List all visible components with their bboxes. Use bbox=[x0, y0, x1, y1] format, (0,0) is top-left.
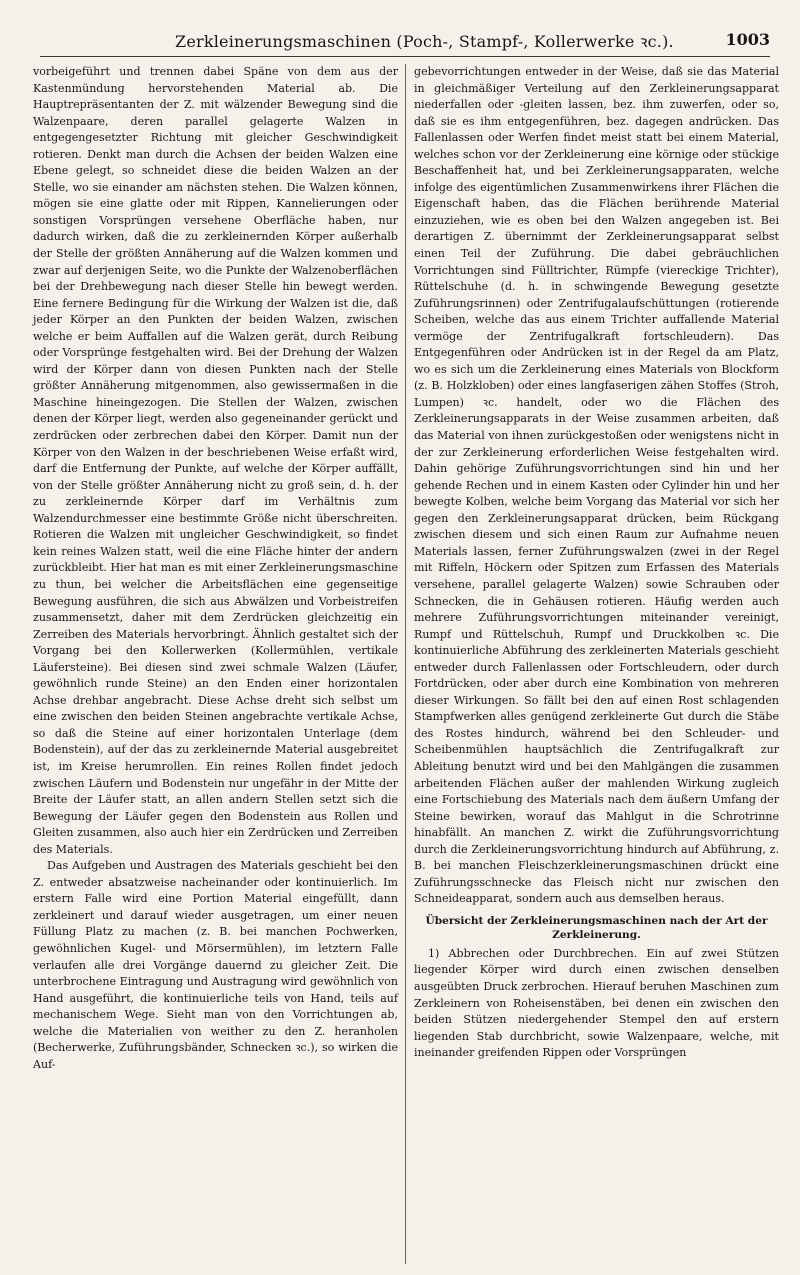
column-divider bbox=[405, 64, 406, 1264]
right-column bbox=[414, 64, 779, 1062]
page-number: 1003 bbox=[725, 30, 770, 49]
paragraph: 1) Abbrechen oder Durchbrechen. Ein auf zwei Stützen liegender Körper wird durch einen zwischen denselben ausgeübten Druck zerbrochen. Hierauf beruhen Maschinen zum Zerkleinern von Roheisenstäben, bei denen ein zwischen den beiden Stützen niedergehender Stempel den auf erstern liegenden Stab durchbricht, sowie Walzenpaare, welche, mit ineinander greifenden Rippen oder Vorsprüngen bbox=[414, 946, 779, 1060]
paragraph: vorbeigeführt und trennen dabei Späne von dem aus der Kastenmündung hervorstehenden Material ab. Die Hauptrepräsentanten der Z. mit wälzender Bewegung sind die Walzenpaare, deren parallel gelagerte Walzen in entgegengesetzter Richtung mit gleicher Geschwindigkeit rotieren. Denkt man durch die Achsen der beiden Walzen eine Ebene gelegt, so schneidet diese die beiden Walzen an der Stelle, wo sie einander am nächsten stehen. Die Walzen können, mögen sie eine glatte oder mit Rippen, Kannelierungen oder sonstigen Vorsprüngen versehene Oberfläche haben, nur dadurch wirken, daß die zu zerkleinernden Körper außerhalb der Stelle der größten Annäherung auf die Walzen kommen und zwar auf derjenigen Seite, wo die Punkte der Walzenoberflächen bei der Drehbewegung nach dieser Stelle hin bewegt werden. Eine fernere Bedingung für die Wirkung der Walzen ist die, daß jeder Körper an den Punkten der beiden Walzen, zwischen welche er beim Auffallen auf die Walzen gerät, durch Reibung oder Vorsprünge festgehalten wird. Bei der Drehung der Walzen wird der Körper dann von diesen Punkten nach der Stelle größter Annäherung mitgenommen, also gewissermaßen in die Maschine hineingezogen. Die Stellen der Walzen, zwischen denen der Körper liegt, werden also gegeneinander gerückt und zerdrücken oder zerbrechen dabei den Körper. Damit nun der Körper von den Walzen in der beschriebenen Weise erfaßt wird, darf die Entfernung der Punkte, auf welche der Körper auffällt, von der Stelle größter Annäherung nicht zu groß sein, d. h. der zu zerkleinernde Körper darf im Verhältnis zum Walzendurchmesser eine bestimmte Größe nicht überschreiten. Rotieren die Walzen mit ungleicher Geschwindigkeit, so findet kein reines Walzen statt, weil die eine Fläche hinter der andern zurückbleibt. Hier hat man es mit einer Zerkleinerungsmaschine zu thun, bei welcher die Arbeitsflächen eine gegenseitige Bewegung ausführen, die sich aus Abwälzen und Vorbeistreifen zusammensetzt, daher mit dem Zerdrücken gleichzeitig ein Zerreiben des Materials hervorbringt. Ähnlich gestaltet sich der Vorgang bei den Kollerwerken (Kollermühlen, vertikale Läufersteine). Bei diesen sind zwei schmale Walzen (Läufer, gewöhnlich runde Steine) an den Enden einer horizontalen Achse drehbar angebracht. Diese Achse dreht sich selbst um eine zwischen den beiden Steinen angebrachte vertikale Achse, so daß die Steine auf einer horizontalen Unterlage (dem Bodenstein), auf der das zu zerkleinernde Material ausgebreitet ist, im Kreise herumrollen. Ein reines Rollen findet jedoch zwischen Läufern und Bodenstein nur ungefähr in der Mitte der Breite der Läufer statt, an allen andern Stellen setzt sich die Bewegung der Läufer gegen den Bodenstein aus Rollen und Gleiten zusammen, also auch hier ein Zerdrücken und Zerreiben des Materials. bbox=[33, 65, 398, 856]
paragraph: gebevorrichtungen entweder in der Weise, daß sie das Material in gleichmäßiger Verteilung auf den Zerkleinerungsapparat niederfallen oder -gleiten lassen, bez. ihm zuwerfen, oder so, daß sie es ihm entgegenführen, bez. dagegen andrücken. Das Fallenlassen oder Werfen findet meist statt bei einem Material, welches schon vor der Zerkleinerung eine körnige oder stückige Beschaffenheit hat, und bei Zerkleinerungsapparaten, welche infolge des eigentümlichen Zusammenwirkens ihrer Flächen die Eigenschaft haben, das die Flächen berührende Material einzuziehen, wie es oben bei den Walzen angegeben ist. Bei derartigen Z. übernimmt der Zerkleinerungsapparat selbst einen Teil der Zuführung. Die dabei gebräuchlichen Vorrichtungen sind Fülltrichter, Rümpfe (viereckige Trichter), Rüttelschuhe (d. h. in schwingende Bewegung gesetzte Zuführungsrinnen) oder Zentrifugalaufschüttungen (rotierende Scheiben, welche das aus einem Trichter auffallende Material vermöge der Zentrifugalkraft fortschleudern). Das Entgegenführen oder Andrücken ist in der Regel da am Platz, wo es sich um die Zerkleinerung eines Materials von Blockform (z. B. Holzkloben) oder eines langfaserigen zähen Stoffes (Stroh, Lumpen) ꝛc. handelt, oder wo die Flächen des Zerkleinerungsapparats in der Weise zusammen arbeiten, daß das Material von ihnen zurückgestoßen oder wenigstens nicht in der zur Zerkleinerung erforderlichen Weise festgehalten wird. Dahin gehörige Zuführungsvorrichtungen sind hin und her gehende Rechen und in einem Kasten oder Cylinder hin und her bewegte Kolben, welche beim Vorgang das Material vor sich her gegen den Zerkleinerungsapparat drücken, beim Rückgang zwischen diesem und sich einen Raum zur Aufnahme neuen Materials lassen, ferner Zuführungswalzen (zwei in der Regel mit Riffeln, Höckern oder Spitzen zum Erfassen des Materials versehene, parallel gelagerte Walzen) sowie Schrauben oder Schnecken, die in Gehäusen rotieren. Häufig werden auch mehrere Zuführungsvorrichtungen miteinander vereinigt, Rumpf und Rüttelschuh, Rumpf und Druckkolben ꝛc. Die kontinuierliche Abführung des zerkleinerten Materials geschieht entweder durch Fallenlassen oder Fortschleudern, oder durch Fortdrücken, oder aber durch eine Kombination von mehreren dieser Wirkungen. So fällt bei den auf einen Rost schlagenden Stampfwerken alles genügend zerkleinerte Gut durch die Stäbe des Rostes hindurch, während bei den Schleuder- und Scheibenmühlen hauptsächlich die Zentrifugalkraft zur Ableitung benutzt wird und bei den Mahlgängen die zusammen arbeitenden Flächen außer der mahlenden Wirkung zugleich eine Fortschiebung des Materials nach dem äußern Umfang der Steine bewirken, worauf das Mahlgut in die Schrotrinne hinabfällt. An manchen Z. wirkt die Zuführungsvorrichtung durch die Zerkleinerungsvorrichtung hindurch auf Abführung, z. B. bei manchen Fleischzerkleinerungsmaschinen drückt eine Zuführungsschnecke das Fleisch nicht nur zwischen den Schneideapparat, sondern auch aus demselben heraus. bbox=[414, 65, 779, 906]
page-header bbox=[40, 30, 770, 57]
left-column bbox=[33, 64, 398, 1073]
section-heading: Übersicht der Zerkleinerungsmaschinen nach der Art der Zerkleinerung. bbox=[425, 914, 768, 941]
paragraph: Das Aufgeben und Austragen des Materials geschieht bei den Z. entweder absatzweise nacheinander oder kontinuierlich. Im erstern Falle wird eine Portion Material eingefüllt, dann zerkleinert und darauf wieder ausgetragen, um einer neuen Füllung Platz zu machen (z. B. bei manchen Pochwerken, gewöhnlichen Kugel- und Mörsermühlen), im letztern Falle verlaufen alle drei Vorgänge dauernd zu gleicher Zeit. Die unterbrochene Eintragung und Austragung wird gewöhnlich von Hand ausgeführt, die kontinuierliche teils von Hand, teils auf mechanischem Wege. Sieht man von den Vorrichtungen ab, welche die Materialien von weither zu den Z. heranholen (Becherwerke, Zuführungsbänder, Schnecken ꝛc.), so wirken die Auf- bbox=[33, 859, 398, 1071]
running-title: Zerkleinerungsmaschinen (Poch-, Stampf-, Kollerwerke ꝛc.). bbox=[175, 32, 674, 51]
